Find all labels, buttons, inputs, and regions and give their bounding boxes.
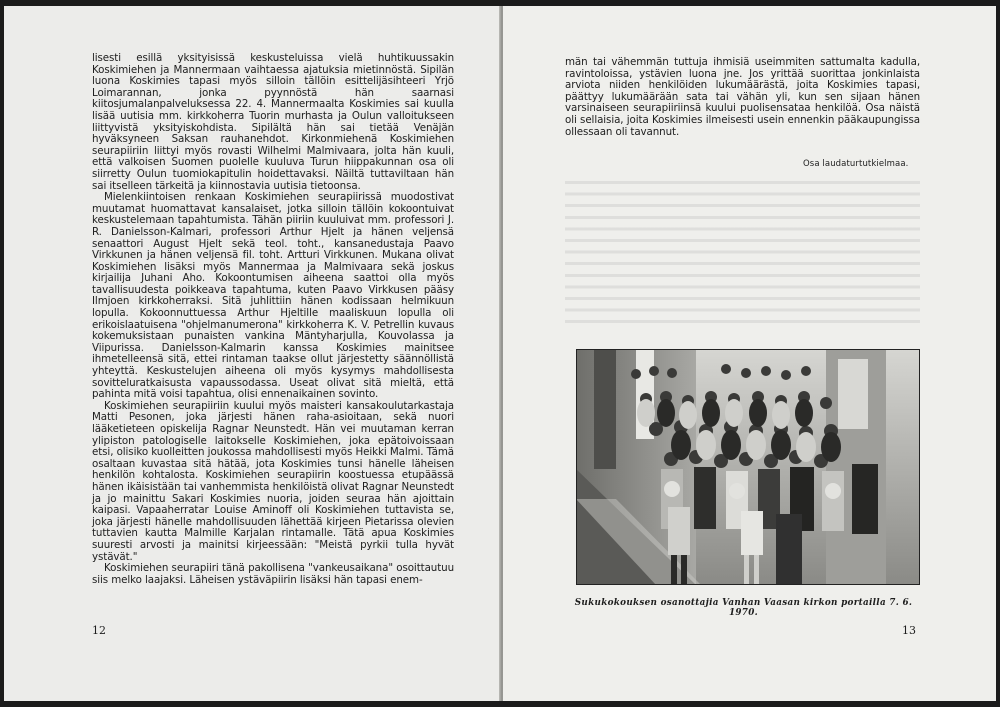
paragraph: Koskimiehen seurapiiriin kuului myös maisteri kansakoulutarkastaja Matti Pesonen, joka järjesti hänen raha-asioitaan, sekä nuori lääketieteen opiskelija Ragnar Neunstedt. Hän vei muutaman kerran ylipiston patologiselle laitokselle Koskimiehen, joka epätoivoissaan etsi, olisiko kuolleitten joukossa mahdollisesti myös Heikki Malmi. Tämä osaltaan kuvastaa sitä hätää, jota Koskimies tunsi hänelle läheisen henkilön kohtalosta. Koskimiehen seurapiirin koostuessa etupäässä hänen ikäisistään tai vanhemmista henkilöistä olivat Ragnar Neunstedt ja jo mainittu Sakari Koskimies nuoria, joiden seuraa hän ajoittain kaipasi. Vapaaherratar Louise Aminoff oli Koskimiehen tuttavista se, joka järjesti hänelle mahdollisuuden lähettää kirjeen Pietarissa olevien tuttavien kautta Malmille Karjalan rintamalle. Tätä apua Koskimies suuresti arvosti ja mainitsi kirjeessään: "Meistä pyrkii tulla hyvät ystävät." xyxy=(92,399,454,563)
left-page xyxy=(4,6,501,701)
page-number: 12 xyxy=(92,624,106,637)
group-photo xyxy=(576,349,920,585)
paragraph: lisesti esillä yksityisissä keskusteluissa vielä huhtikuussakin Koskimiehen ja Mannermaan vaihtaessa ajatuksia mietinnöstä. Sipilän luona Koskimies tapasi myös silloin tällöin esittelijäsihteeri Yrjö Loimarannan, jonka pyynnöstä hän saarnasi kiitosjumalanpalveluksessa 22. 4. Mannermaalta Koskimies sai kuulla lisää uutisia mm. kirkkoherra Tuorin murhasta ja Oulun valloitukseen liittyvistä yksityiskohdista. Sipilältä hän sai tietää Venäjän hyväksyneen Saksan rauhanehdot. Kirkonmiehenä Koskimiehen seurapiiriin liittyi myös rovasti Wilhelmi Malmivaara, jolta hän kuuli, että valkoisen Suomen puolelle kuuluva Turun hiippakunnan osa oli siirretty Oulun tuomiokapitulin hoidettavaksi. Näiltä tuttaviltaan hän sai itselleen tärkeitä ja kiinnostavia uutisia tietoonsa. xyxy=(92,52,454,192)
signature-note: Osa laudaturtutkielmaa. xyxy=(803,159,909,169)
show-through-text xyxy=(565,181,920,331)
group-photo-image xyxy=(576,349,920,585)
page-number: 13 xyxy=(902,624,916,637)
paragraph: män tai vähemmän tuttuja ihmisiä useimmiten sattumalta kadulla, ravintoloissa, ystävien luona jne. Jos yrittää suorittaa jonkinlaista arviota niiden henkilöiden lukumäärästä, joita Koskimies tapasi, päättyy lukumäärään sata tai vähän yli, kun sen sijaan hänen varsinaiseen seurapiiriinsä kuului puolisensataa henkilöä. Osa näistä oli sellaisia, joita Koskimies ilmeisesti usein ennenkin pääkaupungissa ollessaan oli tavannut. xyxy=(565,56,920,138)
right-page-body-text xyxy=(565,57,920,138)
left-page-body-text xyxy=(92,53,454,586)
paragraph: Koskimiehen seurapiiri tänä pakollisena "vankeusaikana" osoittautuu siis melko laajaksi. Läheisen ystäväpiirin lisäksi hän tapasi enem- xyxy=(92,562,454,586)
photo-caption: Sukukokouksen osanottajia Vanhan Vaasan kirkon portailla 7. 6. 1970. xyxy=(574,598,913,618)
right-page xyxy=(503,6,996,701)
paragraph: Mielenkiintoisen renkaan Koskimiehen seurapiirissä muodostivat muutamat huomattavat kansalaiset, jotka silloin tällöin kokoontuivat keskustelemaan tapahtumista. Tähän piiriin kuuluivat mm. professori J. R. Danielsson-Kalmari, professori Arthur Hjelt ja hänen veljensä senaattori August Hjelt sekä teol. toht., kansanedustaja Paavo Virkkunen ja hänen veljensä fil. toht. Artturi Virkkunen. Mukana olivat Koskimiehen lisäksi myös Mannermaa ja Malmivaara sekä joskus kirjailija Juhani Aho. Kokoontumisen aiheena saattoi olla myös tavallisuudesta poikkeava tapahtuma, kuten Paavo Virkkusen pääsy Ilmjoen kirkkoherraksi. Sitä juhlittiin hänen kodissaan helmikuun lopulla. Kokoonnuttuessa Arthur Hjeltille maaliskuun lopulla oli erikoislaatuisena "ohjelmanumerona" kirkkoherra K. V. Petrellin kuvaus kokemuksistaan punaisten vankina Mäntyharjulla, Kouvolassa ja Viipurissa. Danielsson-Kalmarin kanssa Koskimies mainitsee ihmetelleensä sitä, ettei rintaman taakse ollut järjestetty säännöllistä yhteyttä. Keskustelujen aiheena oli myös kysymys mahdollisesta sovitteluratkaisusta vapaussodassa. Useat olivat sitä mieltä, että pahinta mitä voisi tapahtua, olisi ennenaikainen sovinto. xyxy=(92,191,454,401)
